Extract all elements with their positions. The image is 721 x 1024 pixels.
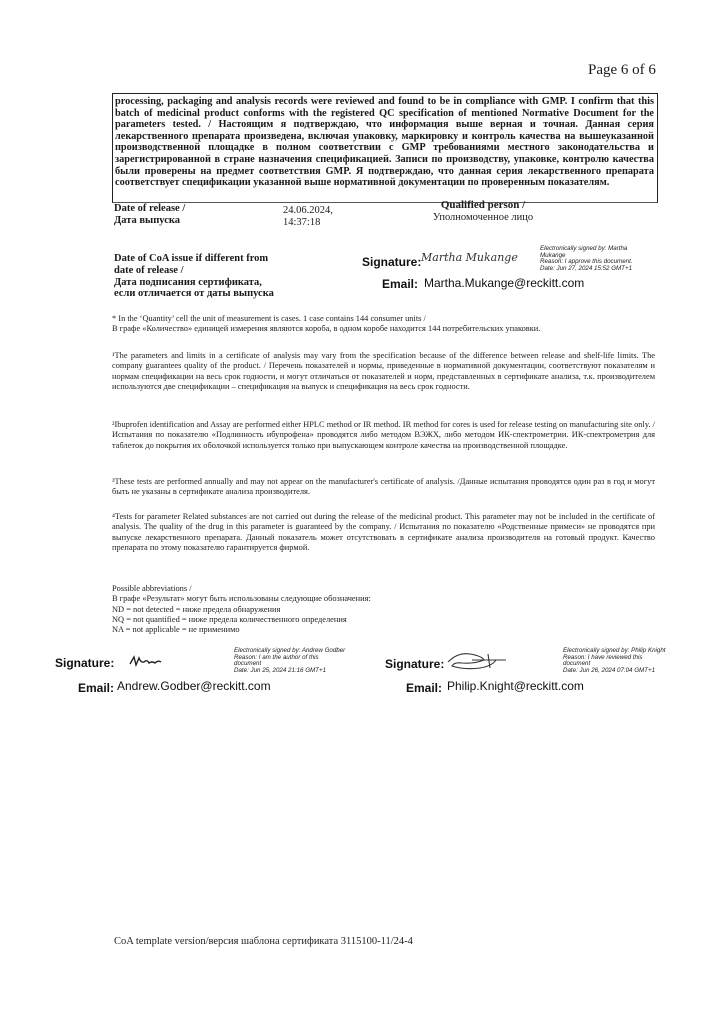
footnote-2: ²Ibuprofen identification and Assay are performed either HPLC method or IR method. IR method for cores is used for release testing on manufacturing site only. / Испытания по показателю «Подлинность ибупрофена» проводятся либо методом ВЭЖХ, либо методом ИК-спектрометрии. ИК-спектрометрия для таблеток до покрытия их оболочкой используется только при выпускающем контроле качества на производственной площадке. bbox=[112, 420, 655, 450]
declaration-box bbox=[112, 93, 658, 203]
qp-esignature-stamp: Electronically signed by: Martha Mukange Reason: I approve this document. Date: Jun 27, 2024 15:52 GMT+1 bbox=[540, 245, 633, 272]
author-handwritten-signature bbox=[128, 654, 164, 668]
abbreviation-item: ND = not detected = ниже предела обнаружения bbox=[112, 604, 281, 614]
abbreviations-block: Possible abbreviations / В графе «Результат» могут быть использованы следующие обозначения: ND = not detected = ниже предела обнаружения NQ = not quantified = ниже предела количественного определения NA = not applicable = не применимо bbox=[112, 584, 371, 635]
qp-handwritten-signature: Martha Mukange bbox=[421, 251, 518, 264]
qp-email-label: Email: bbox=[382, 277, 419, 291]
footnote-4: ⁴Tests for parameter Related substances are not carried out during the release of the medicinal product. This parameter may not be included in the certificate of analysis. The quality of the drug in this parameter is guaranteed by the company. / Испытания по показателю «Родственные примеси» не проводятся при выпуске лекарственного препарата. Данный показатель может отсутствовать в сертификате анализа производителя на готовый продукт. Качество препарата по этому показателю гарантируется фирмой. bbox=[112, 512, 655, 552]
author-esignature-stamp: Electronically signed by: Andrew Godber Reason: I am the author of this document Date: Jun 25, 2024 21:16 GMT+1 bbox=[234, 647, 346, 674]
template-version: CoA template version/версия шаблона сертификата 3115100-11/24-4 bbox=[114, 936, 413, 947]
author-signature-label: Signature: bbox=[55, 656, 115, 670]
qp-email: Martha.Mukange@reckitt.com bbox=[424, 276, 585, 290]
author-email-label: Email: bbox=[78, 681, 115, 695]
page-number: Page 6 of 6 bbox=[588, 62, 656, 78]
quantity-note: * In the ‘Quantity’ cell the unit of measurement is cases. 1 case contains 144 consumer units / В графе «Количество» единицей измерения являются короба, в одном коробе находится 144 потребительских упаковки. bbox=[112, 314, 541, 334]
reviewer-handwritten-signature bbox=[444, 648, 512, 672]
release-datetime: 24.06.2024, 14:37:18 bbox=[283, 205, 333, 228]
qp-signature-label: Signature: bbox=[362, 255, 422, 269]
reviewer-signature-label: Signature: bbox=[385, 657, 445, 671]
abbreviation-item: NQ = not quantified = ниже предела количественного определения bbox=[112, 614, 347, 624]
footnote-1: ¹The parameters and limits in a certificate of analysis may vary from the specification because of the difference between release and shelf-life limits. The company guarantees quality of the product. / Перечень показателей и нормы, приведенные в нормативной документации, соответствуют показателям и нормам спецификации на весь срок годности, и могут отличаться от показателей и норм, представленных в сертификате анализа, т.к. производителем используются две спецификации – спецификация на выпуск и спецификация на весь срок годности. bbox=[112, 351, 655, 391]
reviewer-esignature-stamp: Electronically signed by: Philip Knight Reason: I have reviewed this document Date: Jun 26, 2024 07:04 GMT+1 bbox=[563, 647, 666, 674]
date-of-release-label: Date of release / Дата выпуска bbox=[114, 203, 186, 226]
coa-issue-date-label: Date of CoA issue if different from date of release / Дата подписания сертификата, если отличается от даты выпуска bbox=[114, 253, 274, 300]
footnote-3: ³These tests are performed annually and may not appear on the manufacturer's certificate of analysis. /Данные испытания проводятся один раз в год и могут быть не указаны в сертификате анализа производителя. bbox=[112, 477, 655, 497]
reviewer-email-label: Email: bbox=[406, 681, 443, 695]
abbreviation-item: NA = not applicable = не применимо bbox=[112, 625, 240, 635]
declaration-text: processing, packaging and analysis records were reviewed and found to be in compliance with GMP. I confirm that this batch of medicinal product conforms with the registered QC specification of mentioned Normative Document for the parameters tested. / Настоящим я подтверждаю, что информация выше верная и точная. Данная серия лекарственного препарата произведена, включая упаковку, маркировку и контроль качества на вышеуказанной производственной площадке в полном соответствии с GMP требованиями местного законодательства и зарегистрированной в стране назначения спецификацией. Записи по производству, упаковке, контролю качества были проверены на предмет соответствия GMP. Я подтверждаю, что данная серия лекарственного препарата соответствует спецификации указанной выше нормативной документации по проверенным показателям. bbox=[115, 96, 654, 189]
author-email: Andrew.Godber@reckitt.com bbox=[117, 679, 271, 693]
qualified-person-label: Qualified person / Уполномоченное лицо bbox=[432, 199, 534, 223]
reviewer-email: Philip.Knight@reckitt.com bbox=[447, 679, 584, 693]
